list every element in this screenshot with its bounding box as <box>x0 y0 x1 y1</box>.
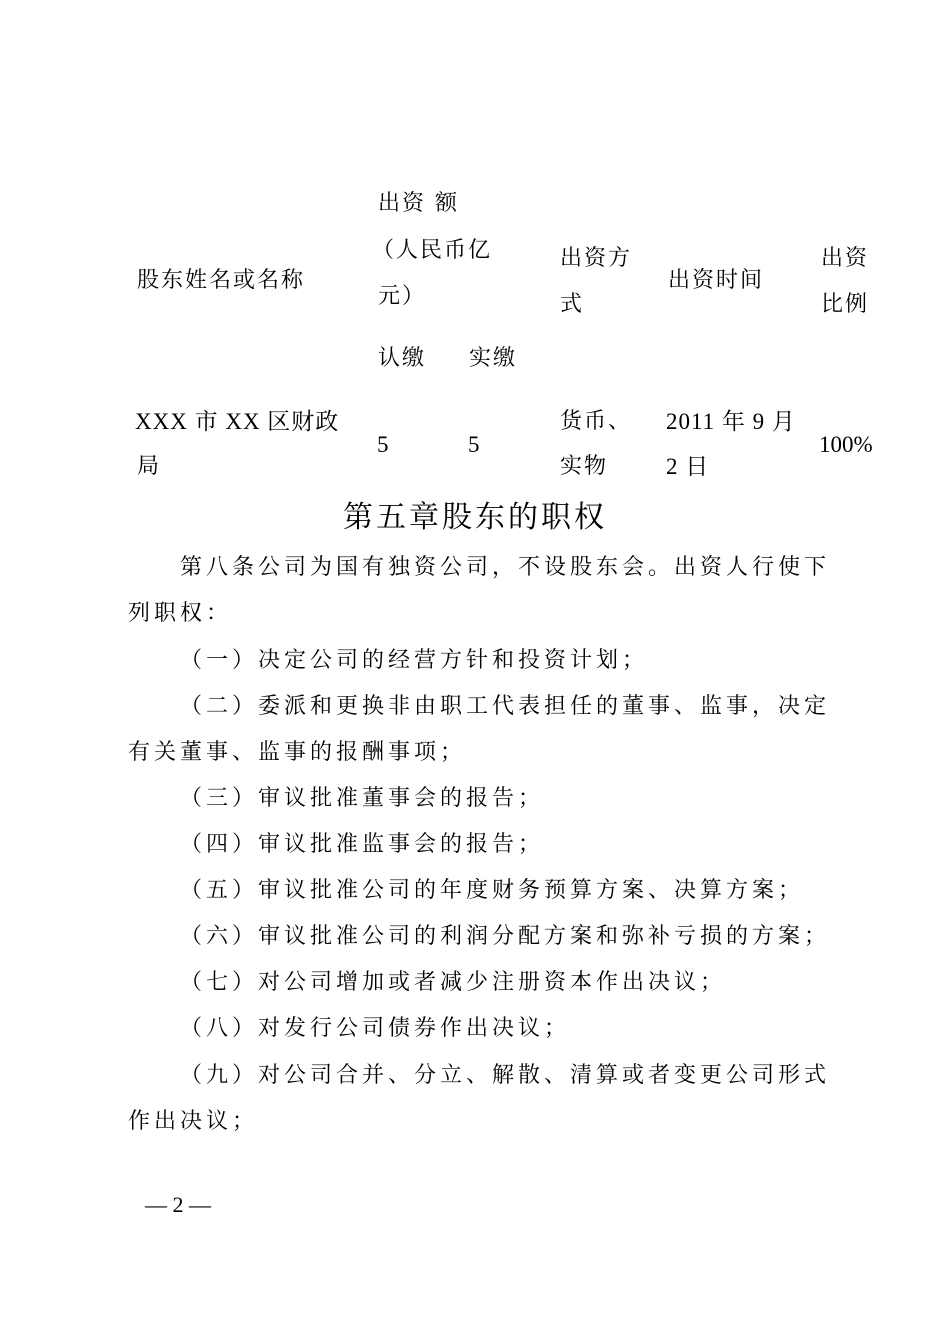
article-line-1: 第八条公司为国有独资公司，不设股东会。出资人行使下 <box>180 555 831 580</box>
header-ratio-line1: 出资 <box>821 246 870 271</box>
row-ratio: 100% <box>819 432 873 457</box>
row-subscribed: 5 <box>377 432 389 457</box>
article-item-4: （四）审议批准监事会的报告； <box>180 832 545 857</box>
row-time-line2: 2 日 <box>666 454 710 479</box>
chapter-title: 第五章股东的职权 <box>343 500 607 535</box>
header-paid: 实缴 <box>469 346 518 371</box>
article-item-8: （八）对发行公司债券作出决议； <box>180 1016 571 1041</box>
row-shareholder-line2: 局 <box>137 454 162 479</box>
article-item-9-cont: 作出决议； <box>128 1109 259 1134</box>
row-shareholder-line1: XXX 市 XX 区财政 <box>135 409 340 434</box>
row-method-line1: 货币、 <box>560 409 633 434</box>
row-time-line1: 2011 年 9 月 <box>666 409 796 434</box>
article-item-5: （五）审议批准公司的年度财务预算方案、决算方案； <box>180 878 805 903</box>
article-item-7: （七）对公司增加或者减少注册资本作出决议； <box>180 970 727 995</box>
header-amount-line1: 出资 额 <box>378 191 459 216</box>
header-ratio-line2: 比例 <box>821 292 870 317</box>
article-line-2: 列职权： <box>128 601 233 626</box>
article-item-2: （二）委派和更换非由职工代表担任的董事、监事，决定 <box>180 694 831 719</box>
row-method-line2: 实物 <box>560 454 609 479</box>
article-item-1: （一）决定公司的经营方针和投资计划； <box>180 648 649 673</box>
article-item-3: （三）审议批准董事会的报告； <box>180 786 545 811</box>
header-method-line1: 出资方 <box>560 246 633 271</box>
header-subscribed: 认缴 <box>378 346 427 371</box>
header-method-line2: 式 <box>560 292 585 317</box>
article-item-9: （九）对公司合并、分立、解散、清算或者变更公司形式 <box>180 1063 831 1088</box>
article-item-6: （六）审议批准公司的利润分配方案和弥补亏损的方案； <box>180 924 831 949</box>
header-amount-line2: （人民币亿 <box>372 238 493 263</box>
page-number: — 2 — <box>145 1192 211 1217</box>
article-item-2-cont: 有关董事、监事的报酬事项； <box>128 740 467 765</box>
row-paid: 5 <box>468 432 480 457</box>
header-amount-line3: 元） <box>378 284 427 309</box>
header-shareholder: 股东姓名或名称 <box>137 268 306 293</box>
header-time: 出资时间 <box>668 268 765 293</box>
